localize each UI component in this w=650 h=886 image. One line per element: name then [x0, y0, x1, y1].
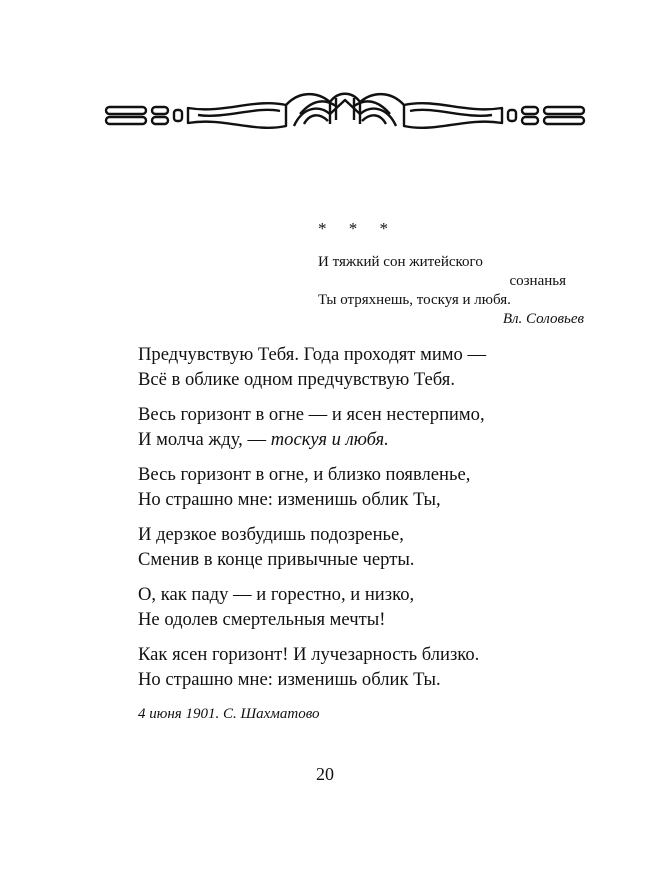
- section-asterisks: * * *: [318, 219, 397, 238]
- dateline: 4 июня 1901. С. Шахматово: [138, 706, 320, 722]
- page-number: 20: [316, 764, 334, 784]
- poem-line: Весь горизонт в огне, и близко появленье,: [138, 464, 471, 485]
- stanza: [138, 522, 578, 572]
- poem-line-start: И молча жду, —: [138, 429, 271, 450]
- poem-line: Сменив в конце привычные черты.: [138, 549, 415, 570]
- poem-line: Но страшно мне: изменишь облик Ты.: [138, 669, 441, 690]
- poem-line: Не одолев смертельныя мечты!: [138, 609, 386, 630]
- poem-line: Как ясен горизонт! И лучезарность близко.: [138, 644, 480, 665]
- epigraph-line: И тяжкий сон житейского: [318, 254, 483, 270]
- header-ornament-icon: [104, 86, 586, 132]
- stanza: [138, 342, 578, 392]
- poem-line: [138, 427, 578, 452]
- poem-line: И дерзкое возбудишь подозренье,: [138, 524, 404, 545]
- stanza: [138, 642, 578, 692]
- poem-body: [138, 342, 578, 702]
- poem-line: Предчувствую Тебя. Года проходят мимо —: [138, 344, 487, 365]
- stanza: [138, 402, 578, 452]
- epigraph-line: сознанья: [509, 273, 566, 289]
- poem-line: О, как паду — и горестно, и низко,: [138, 584, 415, 605]
- epigraph-author: Вл. Соловьев: [502, 311, 584, 327]
- stanza: [138, 462, 578, 512]
- epigraph: [318, 253, 584, 329]
- poem-line: Но страшно мне: изменишь облик Ты,: [138, 489, 441, 510]
- poem-line: Весь горизонт в огне — и ясен нестерпимо,: [138, 404, 485, 425]
- poem-line: Всё в облике одном предчувствую Тебя.: [138, 369, 456, 390]
- stanza: [138, 582, 578, 632]
- poem-line-italic: тоскуя и любя.: [270, 429, 389, 450]
- epigraph-line: Ты отряхнешь, тоскуя и любя.: [318, 292, 511, 308]
